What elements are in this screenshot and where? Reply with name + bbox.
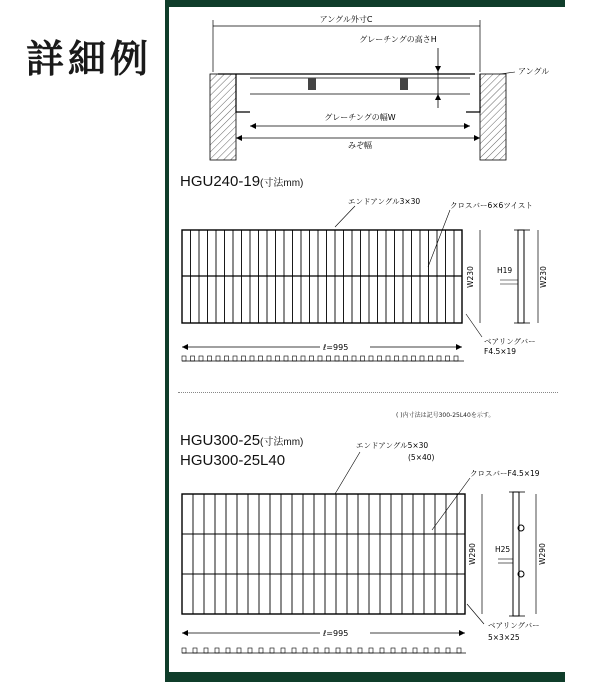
end-view-bar bbox=[369, 356, 373, 361]
end-view-bar bbox=[429, 356, 433, 361]
h-label: H19 bbox=[497, 266, 513, 275]
end-view-bar bbox=[237, 648, 241, 653]
w-left-label: W230 bbox=[466, 266, 475, 288]
end-view-bar bbox=[344, 356, 348, 361]
dimension-note: ( )内寸法は記号300-25L40を示す。 bbox=[396, 412, 495, 419]
end-view-bar bbox=[402, 648, 406, 653]
length-label-2: ℓ=995 bbox=[323, 629, 349, 638]
cross-bar-label: クロスバー6×6ツイスト bbox=[450, 201, 533, 210]
end-view-bar bbox=[446, 356, 450, 361]
end-view-bar bbox=[347, 648, 351, 653]
end-view-bar bbox=[378, 356, 382, 361]
end-view-bar bbox=[314, 648, 318, 653]
end-view-bar bbox=[248, 648, 252, 653]
end-view-bar bbox=[182, 648, 186, 653]
section2-heading: HGU240-19(寸法mm) bbox=[180, 173, 304, 190]
end-view-bar bbox=[325, 648, 329, 653]
end-view-bar bbox=[270, 648, 274, 653]
end-view-bar bbox=[327, 356, 331, 361]
end-view-bar bbox=[182, 356, 186, 361]
end-view-bar bbox=[318, 356, 322, 361]
bearing-bar-size-2: 5×3×25 bbox=[488, 633, 520, 642]
height-label: グレーチングの高さH bbox=[359, 35, 437, 44]
grating-hgu300 bbox=[170, 438, 560, 670]
end-view-bar bbox=[380, 648, 384, 653]
end-view-bar bbox=[293, 356, 297, 361]
end-view-bar bbox=[215, 648, 219, 653]
end-view-bar bbox=[216, 356, 220, 361]
bearing-bar-label-2: ベアリングバー bbox=[488, 621, 540, 630]
w-right-label-2: W290 bbox=[538, 543, 547, 565]
w-left-label-2: W290 bbox=[468, 543, 477, 565]
w-right-label: W230 bbox=[539, 266, 548, 288]
section3-heading-alt: HGU300-25L40 bbox=[180, 452, 286, 469]
angle-label: アングル bbox=[518, 67, 550, 76]
end-view-bar bbox=[301, 356, 305, 361]
end-view-bar bbox=[457, 648, 461, 653]
end-view-bar bbox=[276, 356, 280, 361]
end-view-bar bbox=[391, 648, 395, 653]
end-view-bar bbox=[403, 356, 407, 361]
cross-bar-label-2: クロスバーF4.5×19 bbox=[470, 469, 540, 478]
end-view-bar bbox=[191, 356, 195, 361]
outer-size-label: アングル外寸C bbox=[319, 15, 373, 24]
end-view-bar bbox=[361, 356, 365, 361]
length-label: ℓ=995 bbox=[323, 343, 349, 352]
end-view-bar bbox=[225, 356, 229, 361]
end-view-bar bbox=[303, 648, 307, 653]
end-view-bar bbox=[284, 356, 288, 361]
end-angle-label-2: エンドアングル5×30 bbox=[356, 441, 429, 450]
end-angle-alt-label: (5×40) bbox=[408, 453, 435, 462]
end-view-bar bbox=[435, 648, 439, 653]
end-view-bar bbox=[242, 356, 246, 361]
end-view-bar bbox=[336, 648, 340, 653]
end-view-bar bbox=[259, 356, 263, 361]
bearing-bar-size: F4.5×19 bbox=[484, 347, 517, 356]
end-view-bar bbox=[193, 648, 197, 653]
grating-hgu240 bbox=[170, 192, 560, 382]
end-view-bar bbox=[208, 356, 212, 361]
end-angle-label: エンドアングル3×30 bbox=[348, 197, 421, 206]
end-view-bar bbox=[233, 356, 237, 361]
end-view-bar bbox=[437, 356, 441, 361]
end-view-bar bbox=[454, 356, 458, 361]
bottom-border-bar bbox=[165, 672, 565, 682]
end-view-bar bbox=[204, 648, 208, 653]
end-view-bar bbox=[420, 356, 424, 361]
end-view-bar bbox=[358, 648, 362, 653]
end-view-bar bbox=[310, 356, 314, 361]
end-view-bar bbox=[226, 648, 230, 653]
width-label: グレーチングの幅W bbox=[324, 113, 396, 122]
end-view-bar bbox=[281, 648, 285, 653]
end-view-bar bbox=[413, 648, 417, 653]
end-view-bar bbox=[259, 648, 263, 653]
h-label-2: H25 bbox=[495, 545, 511, 554]
groove-label: みぞ幅 bbox=[348, 141, 372, 150]
end-view-bar bbox=[446, 648, 450, 653]
end-view-bar bbox=[395, 356, 399, 361]
left-border-rule bbox=[165, 0, 169, 682]
bearing-bar-label: ベアリングバー bbox=[484, 337, 536, 346]
top-border-bar bbox=[165, 0, 565, 7]
end-view-bar bbox=[369, 648, 373, 653]
end-view-bar bbox=[335, 356, 339, 361]
end-view-bar bbox=[250, 356, 254, 361]
end-view-bar bbox=[352, 356, 356, 361]
end-view-bar bbox=[412, 356, 416, 361]
end-view-bar bbox=[199, 356, 203, 361]
end-view-bar bbox=[424, 648, 428, 653]
section-separator bbox=[178, 392, 558, 393]
end-view-bar bbox=[292, 648, 296, 653]
end-view-bar bbox=[386, 356, 390, 361]
section-diagram bbox=[170, 8, 560, 168]
end-view-bar bbox=[267, 356, 271, 361]
section3-heading: HGU300-25(寸法mm) bbox=[180, 432, 304, 449]
page-title: 詳細例 bbox=[26, 37, 153, 81]
